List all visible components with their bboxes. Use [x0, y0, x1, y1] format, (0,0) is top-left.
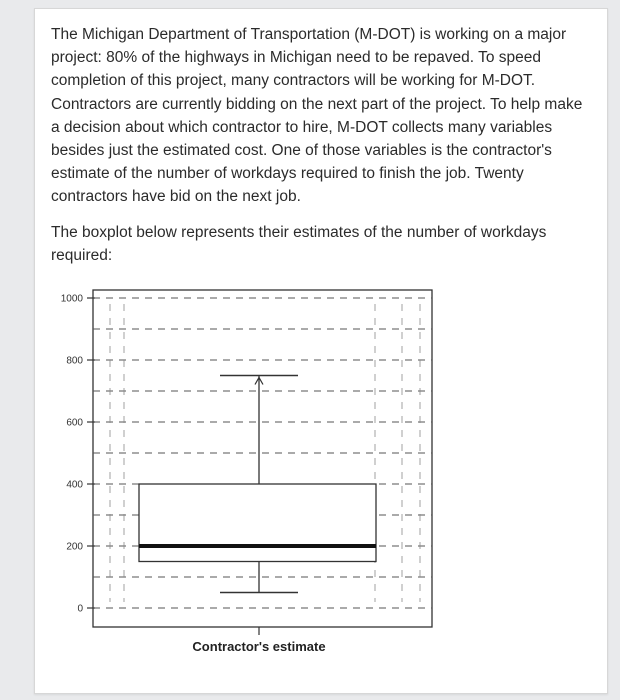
- y-tick-label: 1000: [60, 293, 83, 305]
- y-tick-label: 0: [77, 603, 83, 615]
- iqr-box: [139, 484, 376, 562]
- y-tick-label: 400: [66, 479, 83, 491]
- x-axis-label: Contractor's estimate: [192, 639, 326, 654]
- problem-statement: The Michigan Department of Transportation (M-DOT) is working on a major project: 80% of the highways in Michigan need to be repaved. To speed completion of this project, many contractors will be working for M-DOT. Contractors are currently bidding on the next part of the project. To help make a decision about which contractor to hire, M-DOT collects many variables besides just the estimated cost. One of those variables is the contractor's estimate of the number of workdays required to finish the job. Twenty contractors have bid on the next job.: [51, 26, 583, 206]
- y-tick-label: 800: [66, 355, 83, 367]
- boxplot-intro: The boxplot below represents their estimates of the number of workdays required:: [51, 224, 547, 265]
- plot-frame: [93, 290, 432, 627]
- y-tick-label: 600: [66, 417, 83, 429]
- y-tick-label: 200: [66, 541, 83, 553]
